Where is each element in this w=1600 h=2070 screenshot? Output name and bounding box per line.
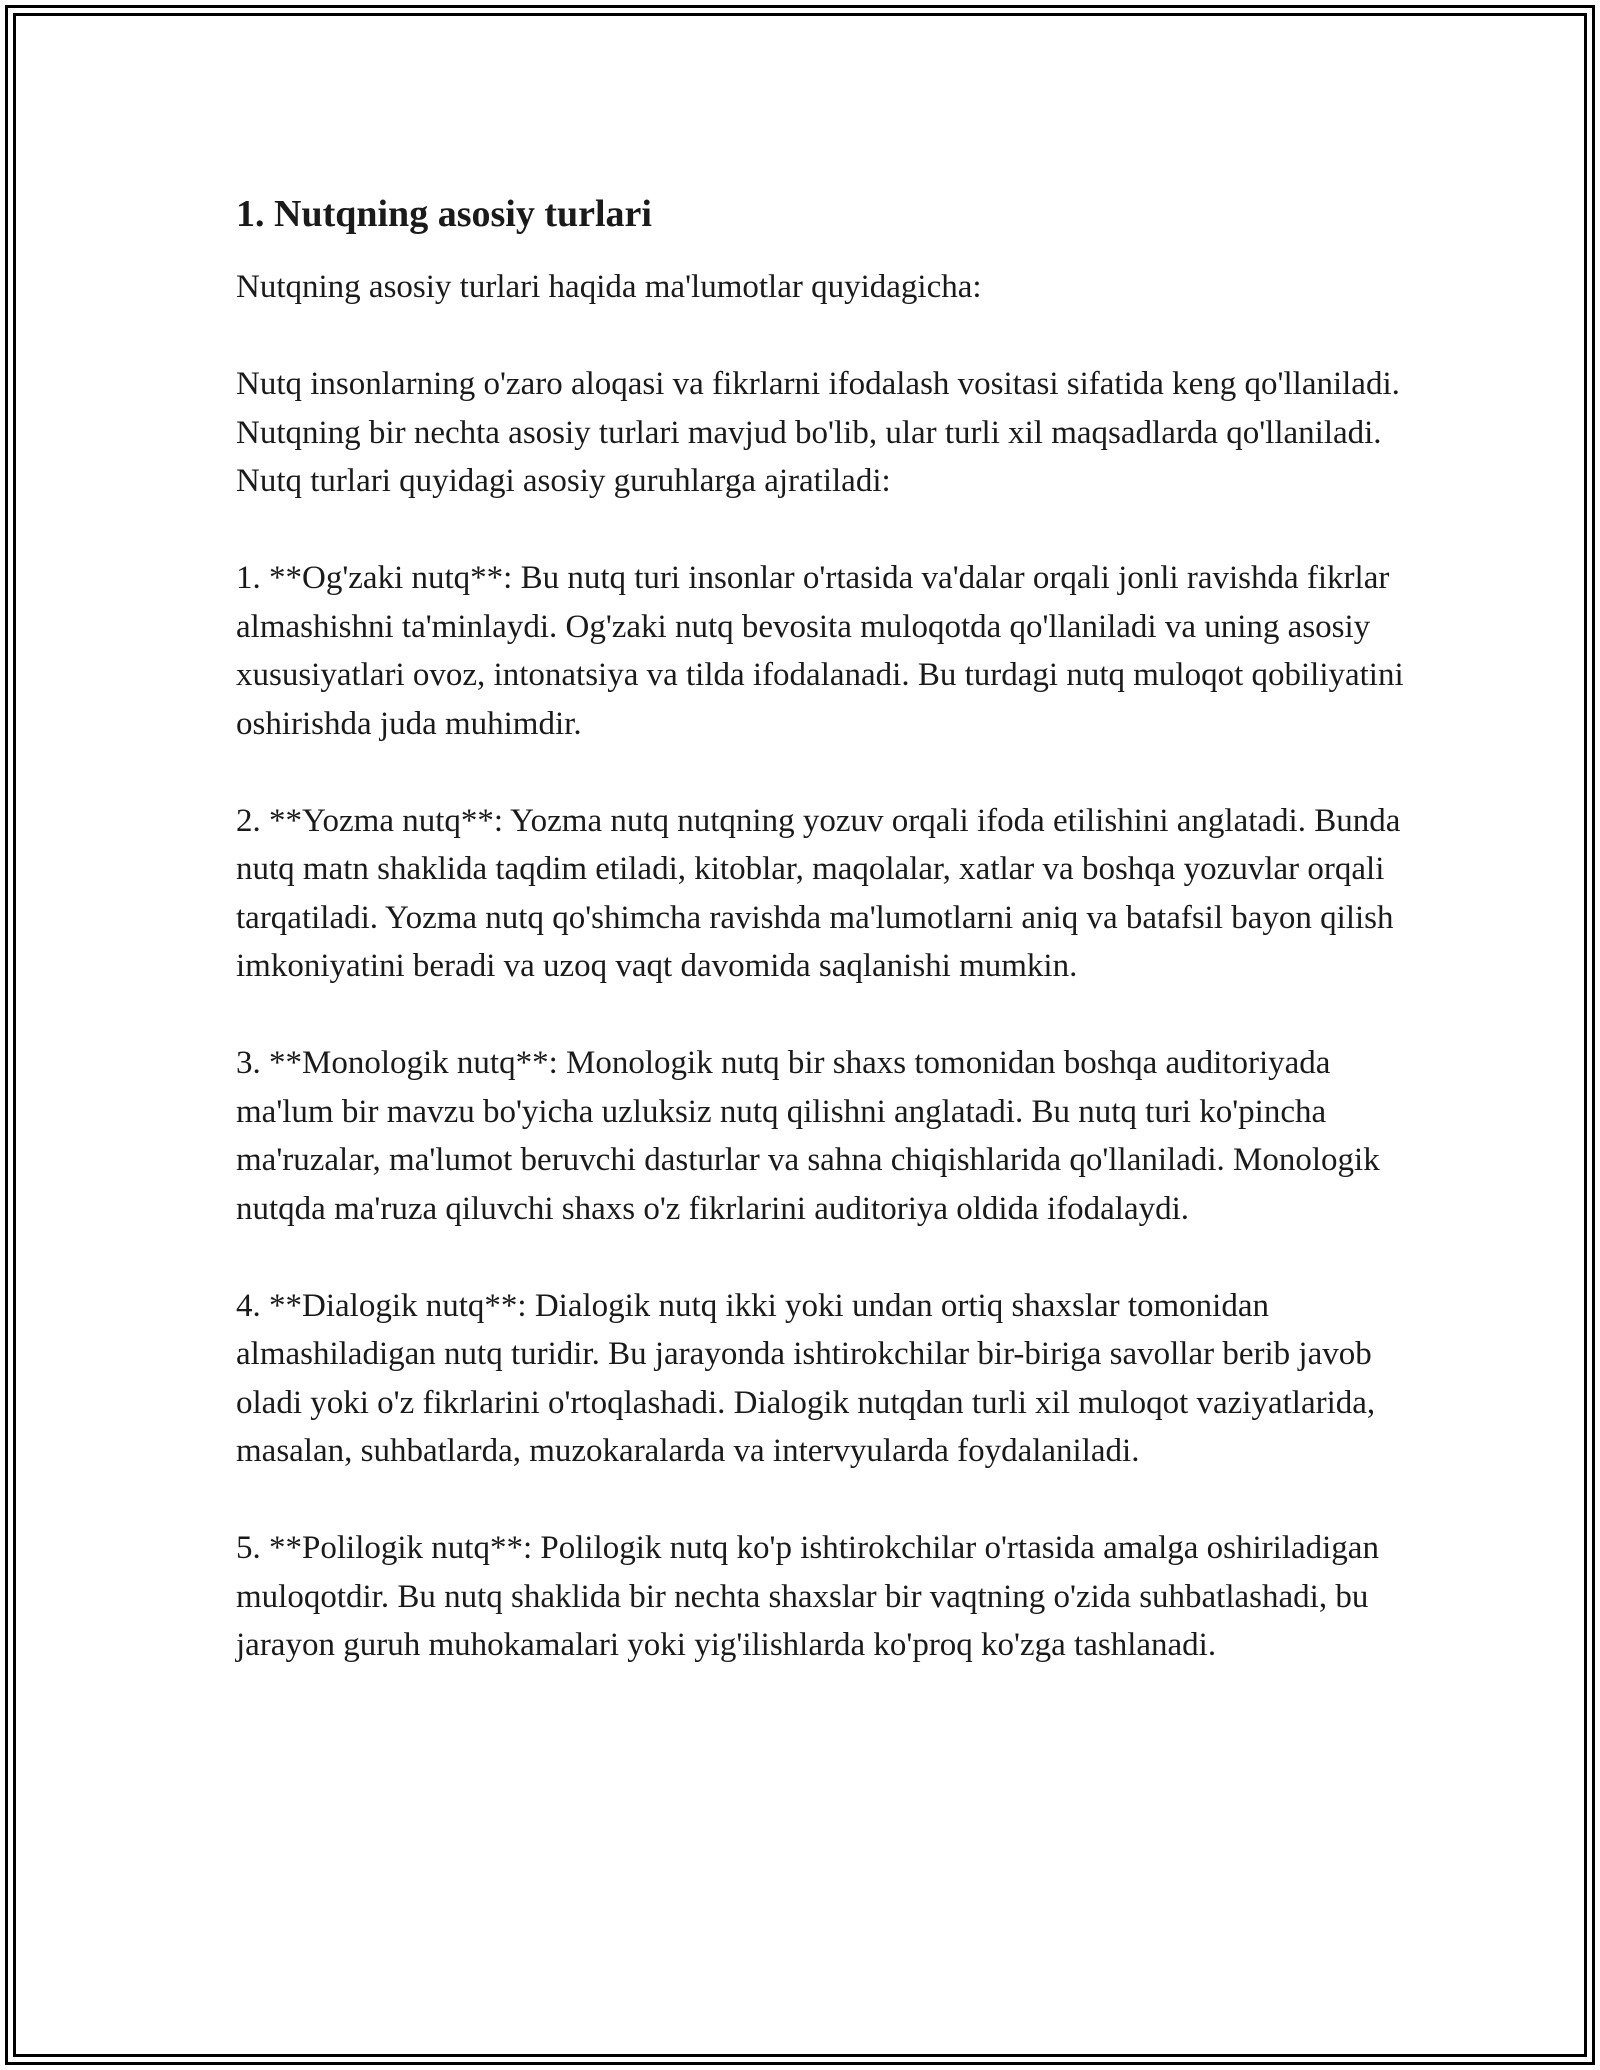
section-title: 1. Nutqning asosiy turlari xyxy=(236,193,652,235)
list-item-dialogic-speech: 4. **Dialogik nutq**: Dialogik nutq ikki yoki undan ortiq shaxslar tomonidan almashiladigan nutq turidir. Bu jarayonda ishtirokchilar bir-biriga savollar berib javob oladi yoki o'z fikrlarini o'rtoqlashadi. Dialogik nutqdan turli xil muloqot vaziyatlarida, masalan, suhbatlarda, muzokaralarda va intervyularda foydalaniladi. xyxy=(236,1287,1376,1469)
document-body xyxy=(236,183,1416,1670)
overview-paragraph: Nutq insonlarning o'zaro aloqasi va fikrlarni ifodalash vositasi sifatida keng qo'llaniladi. Nutqning bir nechta asosiy turlari mavjud bo'lib, ular turli xil maqsadlarda qo'llaniladi. Nutq turlari quyidagi asosiy guruhlarga ajratiladi: xyxy=(236,366,1400,499)
list-item-written-speech: 2. **Yozma nutq**: Yozma nutq nutqning yozuv orqali ifoda etilishini anglatadi. Bunda nutq matn shaklida taqdim etiladi, kitoblar, maqolalar, xatlar va boshqa yozuvlar orqali tarqatiladi. Yozma nutq qo'shimcha ravishda ma'lumotlarni aniq va batafsil bayon qilish imkoniyatini beradi va uzoq vaqt davomida saqlanishi mumkin. xyxy=(236,802,1401,984)
list-item-oral-speech: 1. **Og'zaki nutq**: Bu nutq turi insonlar o'rtasida va'dalar orqali jonli ravishda fikrlar almashishni ta'minlaydi. Og'zaki nutq bevosita muloqotda qo'llaniladi va uning asosiy xususiyatlari ovoz, intonatsiya va tilda ifodalanadi. Bu turdagi nutq muloqot qobiliyatini oshirishda juda muhimdir. xyxy=(236,560,1404,742)
intro-paragraph: Nutqning asosiy turlari haqida ma'lumotlar quyidagicha: xyxy=(236,269,982,305)
list-item-polylogic-speech: 5. **Polilogik nutq**: Polilogik nutq ko'p ishtirokchilar o'rtasida amalga oshiriladigan muloqotdir. Bu nutq shaklida bir nechta shaxslar bir vaqtning o'zida suhbatlashadi, bu jarayon guruh muhokamalari yoki yig'ilishlarda ko'proq ko'zga tashlanadi. xyxy=(236,1530,1379,1663)
list-item-monologic-speech: 3. **Monologik nutq**: Monologik nutq bir shaxs tomonidan boshqa auditoriyada ma'lum bir mavzu bo'yicha uzluksiz nutq qilishni anglatadi. Bu nutq turi ko'pincha ma'ruzalar, ma'lumot beruvchi dasturlar va sahna chiqishlarida qo'llaniladi. Monologik nutqda ma'ruza qiluvchi shaxs o'z fikrlarini auditoriya oldida ifodalaydi. xyxy=(236,1045,1380,1227)
